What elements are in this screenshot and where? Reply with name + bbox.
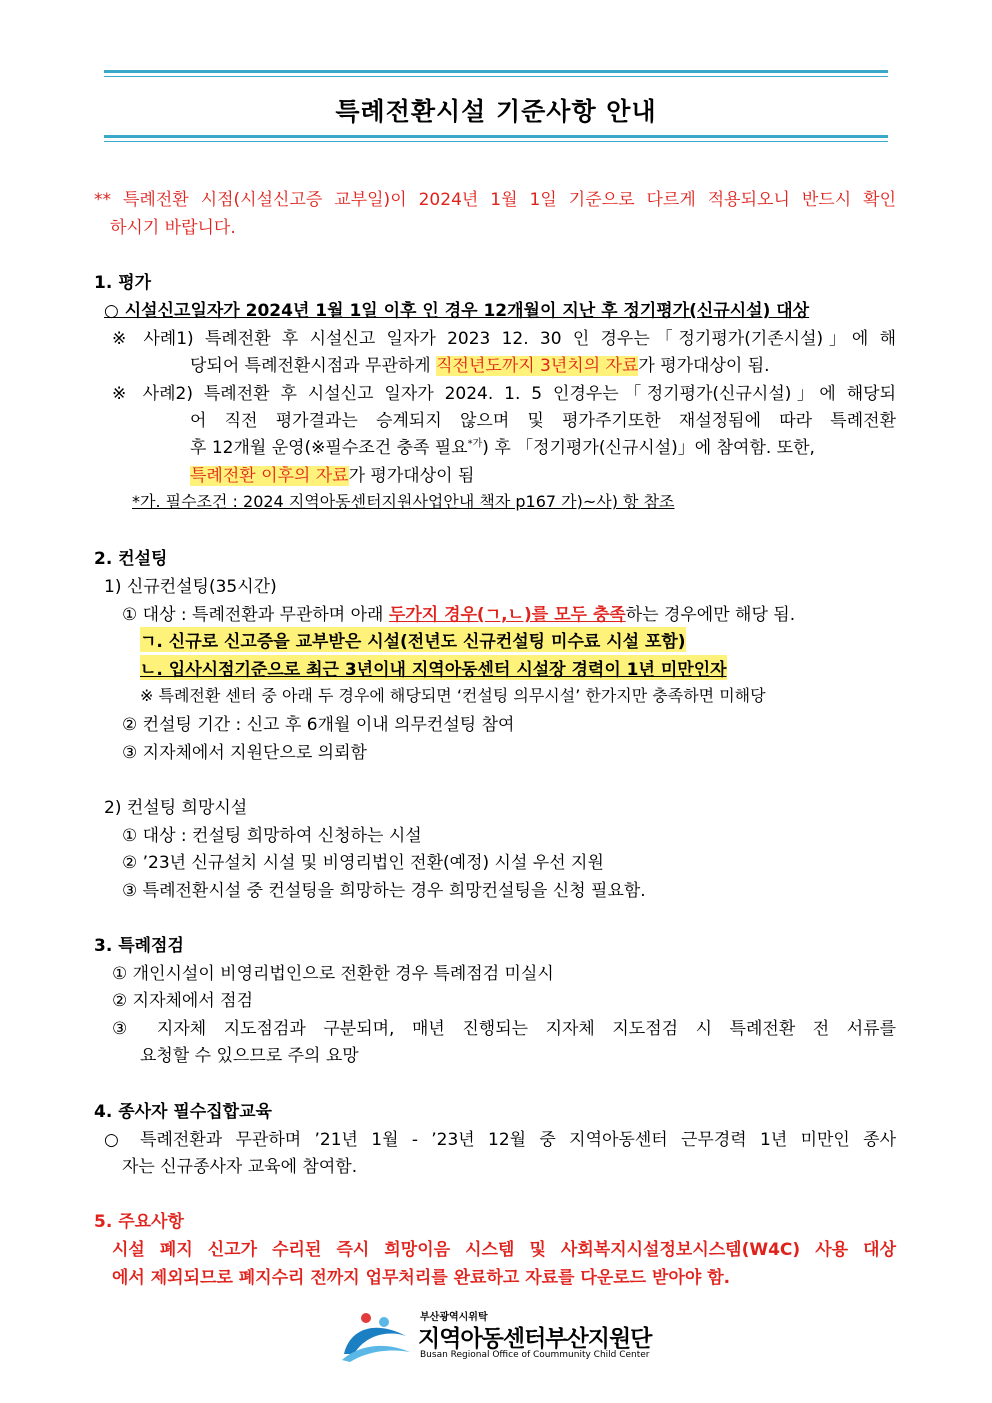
sub-desired-consulting: 2) 컨설팅 희망시설: [104, 798, 248, 818]
desired-apply: ③ 특례전환시설 중 컨설팅을 희망하는 경우 희망컨설팅을 신청 필요함.: [122, 881, 646, 901]
title-rule: [104, 135, 888, 142]
example-1-line-1: ※ 사례1) 특례전환 후 시설신고 일자가 2023 12. 30 인 경우는「정기평가(기존시설)」에 해: [112, 329, 896, 349]
notice-line-2: 하시기 바랍니다.: [110, 218, 236, 238]
training-line-1: ○ 특례전환과 무관하며 ’21년 1월 - ’23년 12월 중 지역아동센터 근무경력 1년 미만인 종사: [104, 1130, 896, 1150]
inspection-item-3-line-1: ③ 지자체 지도점검과 구분되며, 매년 진행되는 지자체 지도점검 시 특례전환 전 서류를: [112, 1019, 896, 1039]
logo-english-name: Busan Regional Office of Coummunity Child Center: [420, 1350, 650, 1360]
inspection-item-2: ② 지자체에서 점검: [112, 991, 254, 1011]
important-line-1: 시설 폐지 신고가 수리된 즉시 희망이음 시스템 및 사회복지시설정보시스템(W4C) 사용 대상: [112, 1240, 896, 1260]
section-4-heading: 4. 종사자 필수집합교육: [94, 1102, 272, 1122]
organization-logo: [340, 1306, 652, 1366]
highlight-after-data: 특례전환 이후의 자료: [190, 466, 349, 486]
consulting-note: ※ 특례전환 센터 중 아래 두 경우에 해당되면 ‘컨설팅 의무시설’ 한가지만 충족하면 미해당: [140, 686, 766, 705]
logo-top-text: 부산광역시위탁: [420, 1312, 488, 1323]
example-1-line-2: 당되어 특례전환시점과 무관하게 직전년도까지 3년치의 자료가 평가대상이 됨.: [190, 356, 770, 376]
inspection-item-1: ① 개인시설이 비영리법인으로 전환한 경우 특례점검 미실시: [112, 964, 554, 984]
logo-mark-icon: [340, 1308, 412, 1362]
section-3-heading: 3. 특례점검: [94, 936, 184, 956]
example-2-line-3: 후 12개월 운영(※필수조건 충족 필요$^{*가}$) 후 「정기평가(신규시설)」에 참여함. 또한,: [190, 438, 815, 458]
page-title: 특례전환시설 기준사항 안내: [335, 97, 657, 126]
training-line-2: 자는 신규종사자 교육에 참여함.: [122, 1157, 358, 1177]
inspection-item-3-line-2: 요청할 수 있으므로 주의 요망: [140, 1046, 359, 1066]
desired-priority: ② ’23년 신규설치 시설 및 비영리법인 전환(예정) 시설 우선 지원: [122, 853, 604, 873]
example-2-line-2: 어 직전 평가결과는 승계되지 않으며 및 평가주기또한 재설정됨에 따라 특례전환: [190, 411, 896, 431]
section-1-main: ○ 시설신고일자가 2024년 1월 1일 이후 인 경우 12개월이 지난 후 정기평가(신규시설) 대상: [104, 301, 810, 321]
section-2-heading: 2. 컨설팅: [94, 549, 168, 569]
example-2-line-4: 특례전환 이후의 자료가 평가대상이 됨: [190, 466, 475, 486]
logo-name: 지역아동센터부산지원단: [418, 1326, 652, 1352]
sub-new-consulting: 1) 신규컨설팅(35시간): [104, 577, 277, 597]
desired-target: ① 대상 : 컨설팅 희망하여 신청하는 시설: [122, 826, 422, 846]
section-5-heading: 5. 주요사항: [94, 1212, 184, 1232]
condition-1: ㄱ. 신규로 신고증을 교부받은 시설(전년도 신규컨설팅 미수료 시설 포함): [140, 627, 686, 652]
footnote: *가. 필수조건 : 2024 지역아동센터지원사업안내 책자 p167 가)~사) 항 참조: [132, 492, 675, 511]
condition-2: ㄴ. 입사시점기준으로 최근 3년이내 지역아동센터 시설장 경력이 1년 미만인자: [140, 655, 727, 680]
notice-line-1: ** 특례전환 시점(시설신고증 교부일)이 2024년 1월 1일 기준으로 다르게 적용되오니 반드시 확인: [94, 190, 896, 210]
section-1-heading: 1. 평가: [94, 273, 152, 293]
example-2-line-1: ※ 사례2) 특례전환 후 시설신고 일자가 2024. 1. 5 인경우는「정기평가(신규시설)」에 해당되: [112, 384, 896, 404]
top-rule: [104, 70, 888, 77]
consulting-request: ③ 지자체에서 지원단으로 의뢰함: [122, 743, 367, 763]
both-conditions: 두가지 경우(ㄱ,ㄴ)를 모두 충족: [388, 605, 626, 625]
consulting-period: ② 컨설팅 기간 : 신고 후 6개월 이내 의무컨설팅 참여: [122, 715, 515, 735]
important-line-2: 에서 제외되므로 폐지수리 전까지 업무처리를 완료하고 자료를 다운로드 받아야 함.: [112, 1268, 731, 1288]
consulting-target: ① 대상 : 특례전환과 무관하며 아래 두가지 경우(ㄱ,ㄴ)를 모두 충족하는 경우에만 해당 됨.: [122, 605, 796, 625]
highlight-3yr-data: 직전년도까지 3년치의 자료: [436, 356, 639, 376]
